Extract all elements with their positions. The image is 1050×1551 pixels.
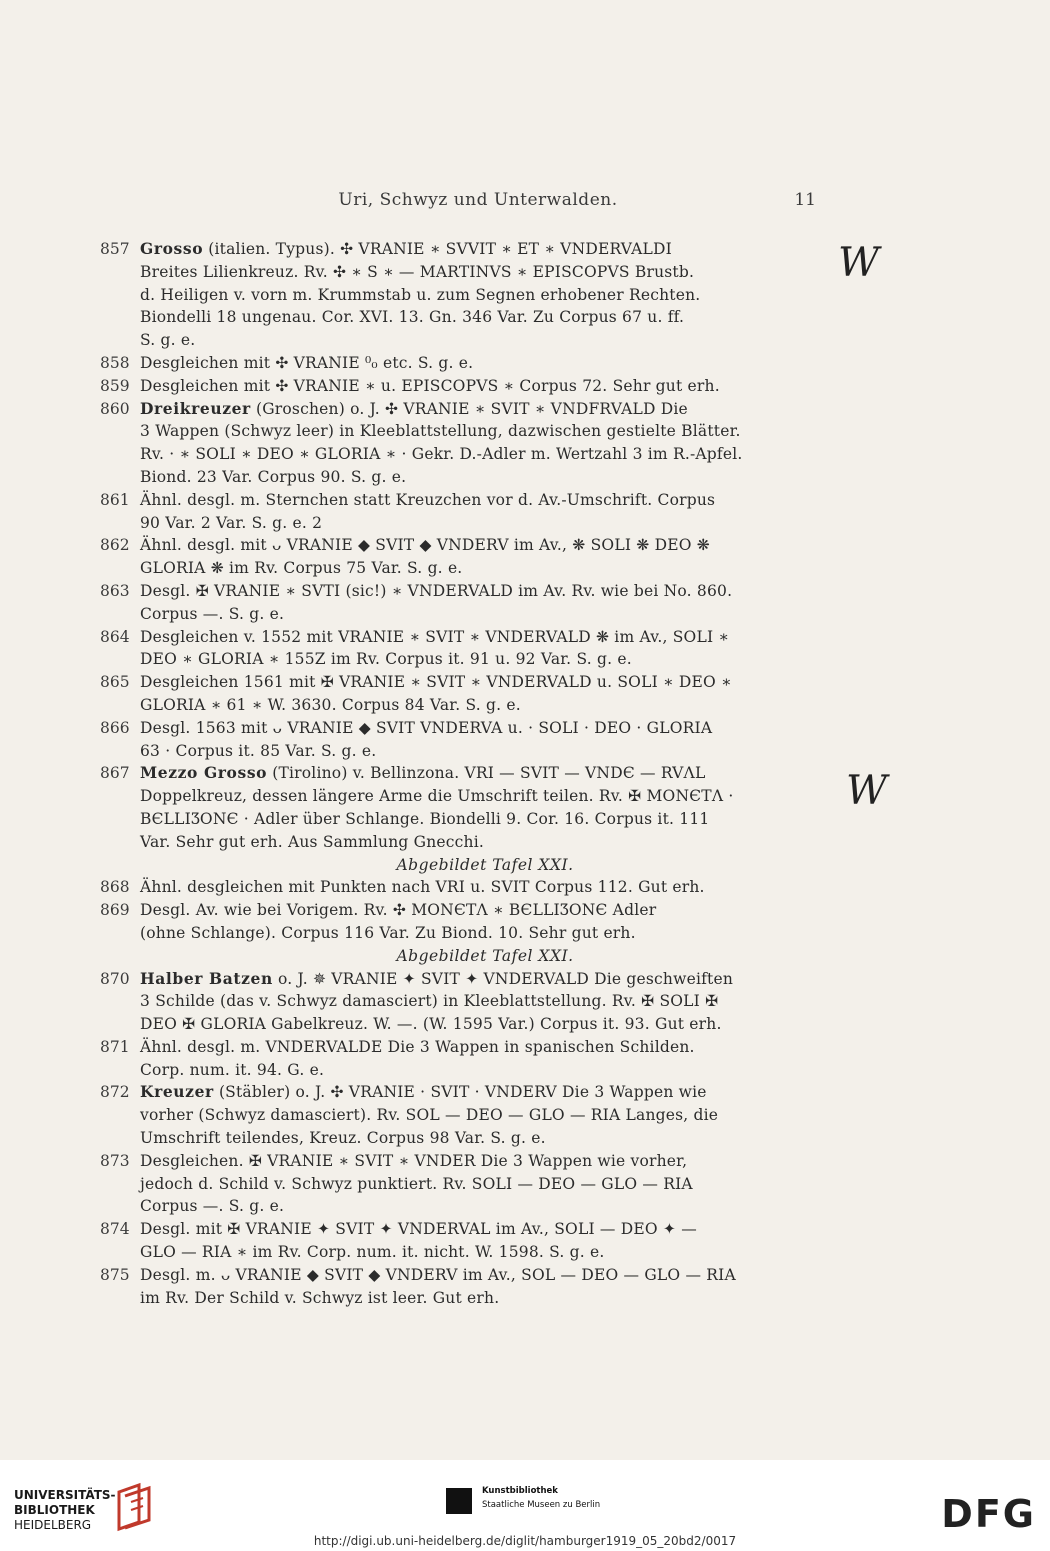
coin-type: Halber Batzen (140, 968, 273, 988)
entry-line: S. g. e. (140, 331, 196, 350)
entry-number: 864 (100, 627, 130, 646)
catalogue-entry (100, 1081, 830, 1149)
coin-type: Grosso (140, 239, 204, 258)
entry-number: 859 (100, 376, 130, 395)
entry-line: Corp. num. it. 94. G. e. (140, 1060, 325, 1079)
plate-caption: Abgebildet Tafel XXI. (396, 855, 574, 874)
entry-number: 869 (100, 901, 130, 920)
catalogue-entry (100, 1218, 830, 1264)
entry-line: DEO ✠ GLORIA Gabelkreuz. W. —. (W. 1595 Var.) Corpus it. 93. Gut erh. (140, 1015, 722, 1034)
entry-line: Breites Lilienkreuz. Rv. ✣ ∗ S ∗ — MARTINVS ∗ EPISCOPVS Brustb. (140, 262, 695, 281)
catalogue-entry (100, 580, 830, 626)
library-emblem-icon (109, 1482, 159, 1532)
entry-number: 862 (100, 536, 130, 555)
entry-number: 866 (100, 718, 130, 737)
entry-line: Ähnl. desgl. m. VNDERVALDE Die 3 Wappen in spanischen Schilden. (140, 1037, 695, 1056)
entry-number: 863 (100, 581, 130, 600)
entry-line: 90 Var. 2 Var. S. g. e. 2 (140, 513, 323, 532)
entry-number: 872 (100, 1083, 130, 1102)
kb-mark-icon (446, 1488, 472, 1514)
entry-line: Rv. · ∗ SOLI ∗ DEO ∗ GLORIA ∗ · Gekr. D.-Adler m. Wertzahl 3 im R.-Apfel. (140, 445, 743, 464)
catalogue-entries (100, 238, 830, 1309)
entry-number: 860 (100, 399, 130, 418)
ub-heidelberg-logo[interactable] (14, 1482, 164, 1536)
entry-number: 871 (100, 1037, 130, 1056)
entry-number: 861 (100, 490, 130, 509)
entry-line: 63 · Corpus it. 85 Var. S. g. e. (140, 741, 377, 760)
entry-number: 868 (100, 878, 130, 897)
entry-line: Umschrift teilendes, Kreuz. Corpus 98 Var. S. g. e. (140, 1129, 546, 1148)
page-number: 11 (794, 190, 816, 210)
entry-line: Desgleichen. ✠ VRANIE ∗ SVIT ∗ VNDER Die 3 Wappen wie vorher, (140, 1151, 688, 1170)
catalogue-entry (100, 398, 830, 489)
entry-number: 870 (100, 969, 130, 988)
entry-number: 857 (100, 240, 130, 258)
entry-line: Desgleichen v. 1552 mit VRANIE ∗ SVIT ∗ VNDERVALD ❋ im Av., SOLI ∗ (140, 627, 730, 646)
entry-line: Desgl. Av. wie bei Vorigem. Rv. ✣ MONЄTΛ ∗ BЄLLIƷONЄ Adler (140, 901, 657, 920)
footer (0, 1460, 1050, 1551)
entry-line: DEO ∗ GLORIA ∗ 155Z im Rv. Corpus it. 91 u. 92 Var. S. g. e. (140, 650, 632, 669)
catalogue-entry (100, 534, 830, 580)
entry-line: Desgl. m. ᴗ VRANIE ◆ SVIT ◆ VNDERV im Av., SOL — DEO — GLO — RIA (140, 1265, 736, 1284)
catalogue-entry (100, 1036, 830, 1082)
entry-line: 3 Schilde (das v. Schwyz damasciert) in Kleeblattstellung. Rv. ✠ SOLI ✠ (140, 992, 719, 1011)
library-name-line1: UNIVERSITÄTS- (14, 1488, 116, 1502)
library-name-line3: HEIDELBERG (14, 1518, 92, 1532)
entry-line: GLO — RIA ∗ im Rv. Corp. num. it. nicht. W. 1598. S. g. e. (140, 1243, 605, 1262)
entry-line: Doppelkreuz, dessen längere Arme die Umschrift teilen. Rv. ✠ MONЄTΛ · (140, 787, 734, 806)
entry-line: Desgl. mit ✠ VRANIE ✦ SVIT ✦ VNDERVAL im Av., SOLI — DEO ✦ — (140, 1220, 697, 1239)
entry-line: Var. Sehr gut erh. Aus Sammlung Gnecchi. (140, 832, 485, 851)
catalogue-entry (100, 899, 830, 945)
entry-line: vorher (Schwyz damasciert). Rv. SOL — DEO — GLO — RIA Langes, die (140, 1106, 719, 1125)
permalink-url[interactable]: http://digi.ub.uni-heidelberg.de/diglit/hamburger1919_05_20bd2/0017 (313, 1534, 737, 1548)
entry-line: d. Heiligen v. vorn m. Krummstab u. zum Segnen erhobener Rechten. (140, 285, 701, 304)
catalogue-entry (100, 375, 830, 398)
catalogue-entry (100, 1264, 830, 1310)
entry-line: Kreuzer (Stäbler) o. J. ✣ VRANIE · SVIT · VNDERV Die 3 Wappen wie (140, 1082, 707, 1102)
entry-line: GLORIA ∗ 61 ∗ W. 3630. Corpus 84 Var. S. g. e. (140, 695, 521, 714)
entry-line: Desgl. 1563 mit ᴗ VRANIE ◆ SVIT VNDERVA u. · SOLI · DEO · GLORIA (140, 718, 713, 737)
margin-annotation-w: W (838, 240, 880, 286)
entry-line: Ähnl. desgl. mit ᴗ VRANIE ◆ SVIT ◆ VNDERV im Av., ❋ SOLI ❋ DEO ❋ (140, 536, 710, 555)
entry-line: Dreikreuzer (Groschen) o. J. ✣ VRANIE ∗ SVIT ∗ VNDFRVALD Die (140, 398, 688, 418)
entry-line: 3 Wappen (Schwyz leer) in Kleeblattstellung, dazwischen gestielte Blätter. (140, 422, 741, 441)
entry-number: 874 (100, 1220, 130, 1239)
catalogue-entry (100, 876, 830, 899)
kunstbibliothek-logo[interactable] (446, 1484, 616, 1524)
entry-number: 875 (100, 1265, 130, 1284)
entry-line: BЄLLIƷONЄ · Adler über Schlange. Biondelli 9. Cor. 16. Corpus it. 111 (140, 809, 710, 828)
catalogue-entry (100, 717, 830, 763)
catalogue-entry (100, 1150, 830, 1218)
kb-line2: Staatliche Museen zu Berlin (482, 1500, 601, 1510)
running-head (140, 190, 816, 214)
catalogue-entry (100, 238, 830, 352)
kb-line1: Kunstbibliothek (482, 1486, 558, 1496)
page-title: Uri, Schwyz und Unterwalden. (338, 190, 618, 210)
entry-line: Corpus —. S. g. e. (140, 604, 285, 623)
entry-line: Desgleichen mit ✣ VRANIE ∗ u. EPISCOPVS ∗ Corpus 72. Sehr gut erh. (140, 376, 720, 395)
entry-line: Biond. 23 Var. Corpus 90. S. g. e. (140, 467, 407, 486)
entry-line: Biondelli 18 ungenau. Cor. XVI. 13. Gn. 346 Var. Zu Corpus 67 u. ff. (140, 308, 685, 327)
entry-line: GLORIA ❋ im Rv. Corpus 75 Var. S. g. e. (140, 559, 463, 578)
library-name-line2: BIBLIOTHEK (14, 1503, 95, 1517)
catalogue-entry (100, 762, 830, 853)
entry-line: Ähnl. desgl. m. Sternchen statt Kreuzchen vor d. Av.-Umschrift. Corpus (140, 490, 716, 509)
coin-type: Dreikreuzer (140, 398, 251, 418)
catalogue-entry (100, 968, 830, 1036)
dfg-logo[interactable]: DFG (941, 1492, 1036, 1536)
entry-number: 865 (100, 673, 130, 692)
catalogue-entry (100, 352, 830, 375)
entry-number: 867 (100, 764, 130, 783)
margin-annotation-w: W (846, 768, 888, 814)
catalogue-entry (100, 626, 830, 672)
entry-line: Mezzo Grosso (Tirolino) v. Bellinzona. VRI — SVIT — VNDЄ — RVΛL (140, 763, 706, 783)
entry-line: jedoch d. Schild v. Schwyz punktiert. Rv. SOLI — DEO — GLO — RIA (140, 1174, 693, 1193)
catalogue-entry (100, 671, 830, 717)
entry-line: Corpus —. S. g. e. (140, 1197, 285, 1216)
entry-line: Desgleichen mit ✣ VRANIE ⁰₀ etc. S. g. e. (140, 353, 474, 372)
catalogue-entry (100, 489, 830, 535)
entry-line: Ähnl. desgleichen mit Punkten nach VRI u. SVIT Corpus 112. Gut erh. (140, 878, 705, 897)
entry-line: Grosso (italien. Typus). ✣ VRANIE ∗ SVVIT ∗ ET ∗ VNDERVALDI (140, 239, 672, 258)
entry-number: 873 (100, 1151, 130, 1170)
entry-line: (ohne Schlange). Corpus 116 Var. Zu Biond. 10. Sehr gut erh. (140, 923, 636, 942)
entry-line: im Rv. Der Schild v. Schwyz ist leer. Gut erh. (140, 1288, 500, 1307)
coin-type: Mezzo Grosso (140, 763, 268, 783)
plate-caption: Abgebildet Tafel XXI. (396, 946, 574, 965)
entry-number: 858 (100, 353, 130, 372)
coin-type: Kreuzer (140, 1082, 214, 1102)
entry-line: Desgl. ✠ VRANIE ∗ SVTI (sic!) ∗ VNDERVALD im Av. Rv. wie bei No. 860. (140, 581, 733, 600)
entry-line: Halber Batzen o. J. ✵ VRANIE ✦ SVIT ✦ VNDERVALD Die geschweiften (140, 968, 734, 988)
entry-line: Desgleichen 1561 mit ✠ VRANIE ∗ SVIT ∗ VNDERVALD u. SOLI ∗ DEO ∗ (140, 673, 732, 692)
